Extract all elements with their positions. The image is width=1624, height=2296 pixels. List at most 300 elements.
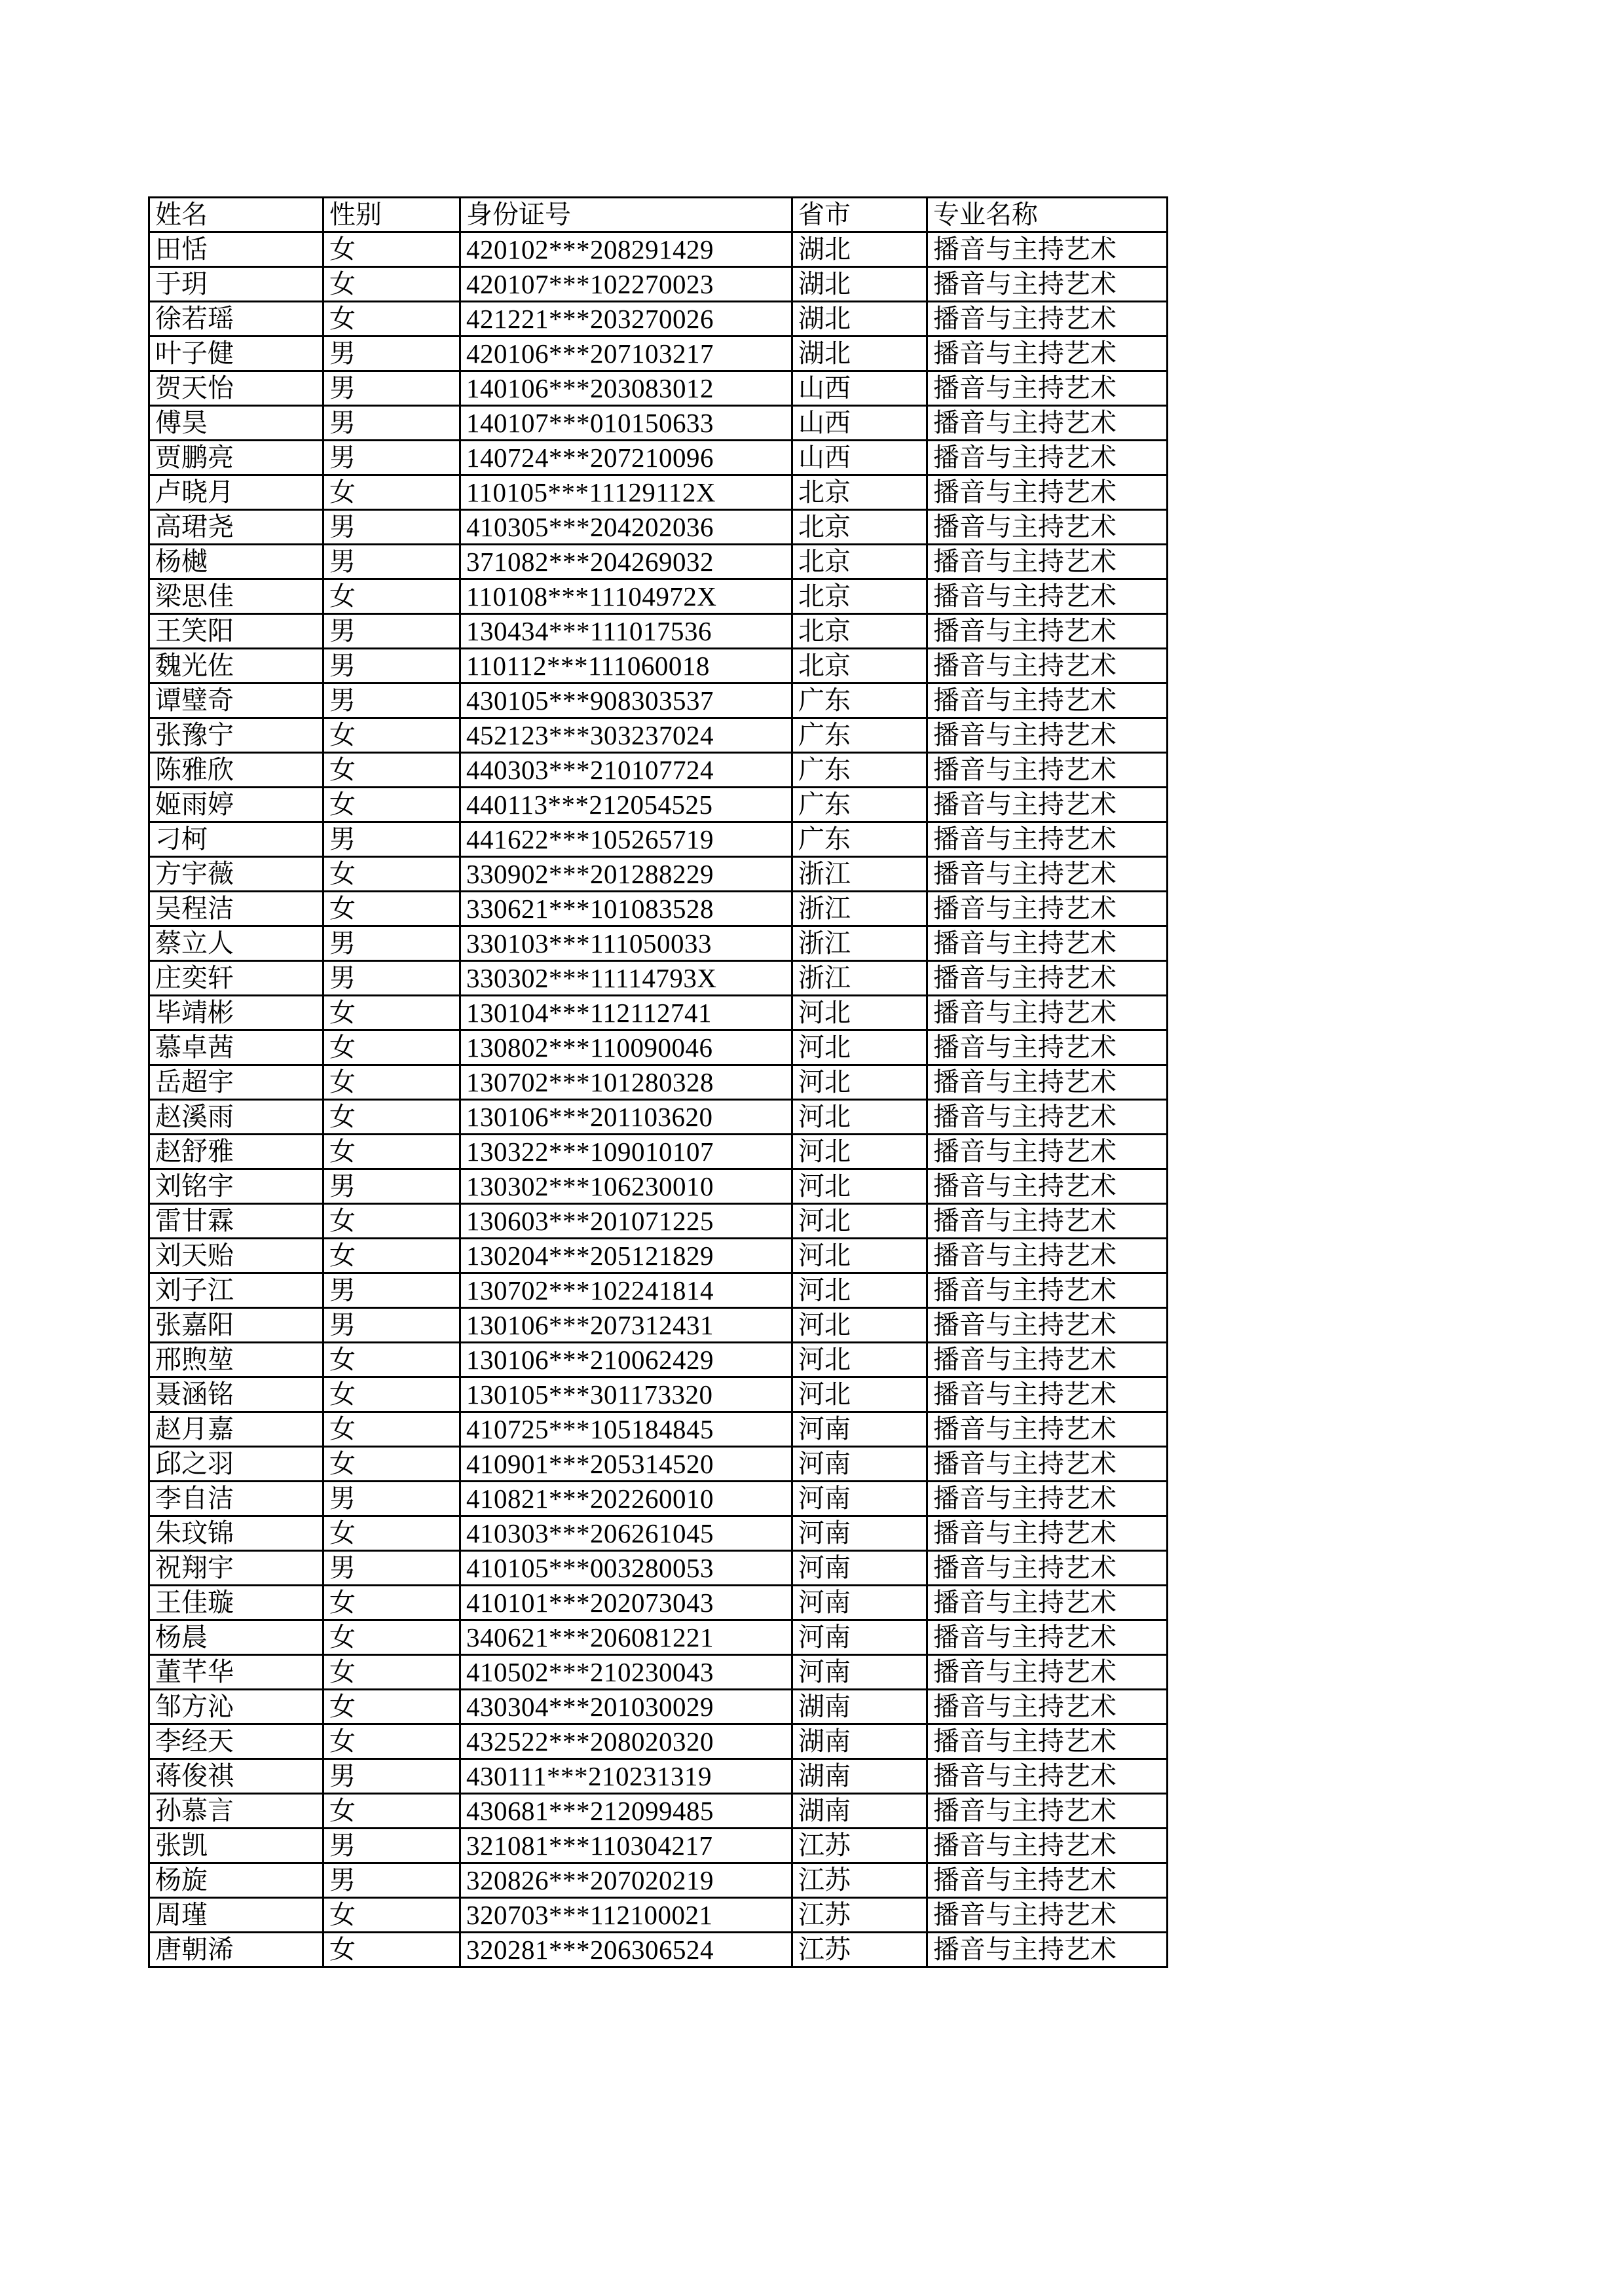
table-row bbox=[149, 1065, 1168, 1100]
cell-province: 北京 bbox=[792, 545, 927, 579]
table-row bbox=[149, 1239, 1168, 1273]
table-row bbox=[149, 614, 1168, 649]
student-table bbox=[148, 196, 1168, 1968]
table-row bbox=[149, 406, 1168, 441]
cell-major: 播音与主持艺术 bbox=[927, 1343, 1168, 1377]
cell-gender: 男 bbox=[323, 441, 460, 475]
cell-major: 播音与主持艺术 bbox=[927, 718, 1168, 753]
table-row bbox=[149, 892, 1168, 926]
cell-gender: 女 bbox=[323, 718, 460, 753]
cell-province: 河北 bbox=[792, 1308, 927, 1343]
cell-id-number: 440303***210107724 bbox=[460, 753, 792, 788]
cell-id-number: 130302***106230010 bbox=[460, 1169, 792, 1204]
table-row bbox=[149, 1100, 1168, 1135]
cell-id-number: 410725***105184845 bbox=[460, 1412, 792, 1447]
table-row bbox=[149, 1169, 1168, 1204]
cell-gender: 女 bbox=[323, 788, 460, 822]
cell-name: 刘铭宇 bbox=[149, 1169, 323, 1204]
cell-name: 叶子健 bbox=[149, 337, 323, 371]
header-major: 专业名称 bbox=[927, 198, 1168, 232]
cell-major: 播音与主持艺术 bbox=[927, 683, 1168, 718]
cell-name: 毕靖彬 bbox=[149, 996, 323, 1030]
table-row bbox=[149, 337, 1168, 371]
cell-major: 播音与主持艺术 bbox=[927, 337, 1168, 371]
cell-province: 江苏 bbox=[792, 1863, 927, 1898]
table-row bbox=[149, 1482, 1168, 1516]
cell-major: 播音与主持艺术 bbox=[927, 649, 1168, 683]
cell-major: 播音与主持艺术 bbox=[927, 1551, 1168, 1586]
cell-major: 播音与主持艺术 bbox=[927, 371, 1168, 406]
cell-province: 湖北 bbox=[792, 267, 927, 302]
cell-gender: 女 bbox=[323, 1655, 460, 1690]
cell-id-number: 410101***202073043 bbox=[460, 1586, 792, 1620]
cell-id-number: 110108***11104972X bbox=[460, 579, 792, 614]
header-gender: 性别 bbox=[323, 198, 460, 232]
cell-id-number: 130702***102241814 bbox=[460, 1273, 792, 1308]
cell-gender: 女 bbox=[323, 1586, 460, 1620]
cell-gender: 男 bbox=[323, 822, 460, 857]
cell-major: 播音与主持艺术 bbox=[927, 1239, 1168, 1273]
cell-major: 播音与主持艺术 bbox=[927, 267, 1168, 302]
cell-name: 田恬 bbox=[149, 232, 323, 267]
cell-province: 河北 bbox=[792, 1273, 927, 1308]
table-row bbox=[149, 926, 1168, 961]
table-row bbox=[149, 1829, 1168, 1863]
table-row bbox=[149, 232, 1168, 267]
cell-id-number: 410502***210230043 bbox=[460, 1655, 792, 1690]
cell-province: 河南 bbox=[792, 1516, 927, 1551]
cell-province: 湖南 bbox=[792, 1724, 927, 1759]
cell-name: 李经天 bbox=[149, 1724, 323, 1759]
cell-gender: 女 bbox=[323, 1898, 460, 1933]
cell-name: 于玥 bbox=[149, 267, 323, 302]
cell-gender: 女 bbox=[323, 1933, 460, 1967]
cell-gender: 女 bbox=[323, 996, 460, 1030]
table-row bbox=[149, 822, 1168, 857]
cell-gender: 男 bbox=[323, 545, 460, 579]
cell-province: 广东 bbox=[792, 788, 927, 822]
cell-gender: 男 bbox=[323, 406, 460, 441]
header-province: 省市 bbox=[792, 198, 927, 232]
table-row bbox=[149, 1933, 1168, 1967]
cell-province: 湖南 bbox=[792, 1794, 927, 1829]
cell-gender: 男 bbox=[323, 1308, 460, 1343]
cell-province: 浙江 bbox=[792, 857, 927, 892]
table-row bbox=[149, 1898, 1168, 1933]
cell-major: 播音与主持艺术 bbox=[927, 1030, 1168, 1065]
cell-gender: 男 bbox=[323, 1273, 460, 1308]
cell-major: 播音与主持艺术 bbox=[927, 1794, 1168, 1829]
table-row bbox=[149, 545, 1168, 579]
cell-gender: 男 bbox=[323, 510, 460, 545]
table-row bbox=[149, 1586, 1168, 1620]
cell-gender: 女 bbox=[323, 1204, 460, 1239]
cell-gender: 男 bbox=[323, 683, 460, 718]
cell-name: 徐若瑶 bbox=[149, 302, 323, 337]
cell-gender: 女 bbox=[323, 1377, 460, 1412]
cell-major: 播音与主持艺术 bbox=[927, 1065, 1168, 1100]
cell-gender: 女 bbox=[323, 1135, 460, 1169]
table-row bbox=[149, 1655, 1168, 1690]
cell-gender: 女 bbox=[323, 857, 460, 892]
cell-gender: 女 bbox=[323, 1412, 460, 1447]
table-row bbox=[149, 510, 1168, 545]
cell-id-number: 340621***206081221 bbox=[460, 1620, 792, 1655]
cell-province: 河北 bbox=[792, 1239, 927, 1273]
cell-id-number: 130104***112112741 bbox=[460, 996, 792, 1030]
cell-name: 邹方沁 bbox=[149, 1690, 323, 1724]
cell-major: 播音与主持艺术 bbox=[927, 475, 1168, 510]
cell-province: 湖南 bbox=[792, 1690, 927, 1724]
cell-id-number: 430111***210231319 bbox=[460, 1759, 792, 1794]
cell-major: 播音与主持艺术 bbox=[927, 1204, 1168, 1239]
cell-id-number: 430105***908303537 bbox=[460, 683, 792, 718]
cell-id-number: 452123***303237024 bbox=[460, 718, 792, 753]
cell-major: 播音与主持艺术 bbox=[927, 1759, 1168, 1794]
cell-name: 方宇薇 bbox=[149, 857, 323, 892]
cell-gender: 女 bbox=[323, 1620, 460, 1655]
cell-id-number: 421221***203270026 bbox=[460, 302, 792, 337]
cell-name: 卢晓月 bbox=[149, 475, 323, 510]
cell-major: 播音与主持艺术 bbox=[927, 857, 1168, 892]
table-row bbox=[149, 718, 1168, 753]
cell-id-number: 130322***109010107 bbox=[460, 1135, 792, 1169]
table-row bbox=[149, 441, 1168, 475]
cell-province: 河北 bbox=[792, 1135, 927, 1169]
cell-major: 播音与主持艺术 bbox=[927, 1135, 1168, 1169]
cell-major: 播音与主持艺术 bbox=[927, 1586, 1168, 1620]
header-name: 姓名 bbox=[149, 198, 323, 232]
table-row bbox=[149, 371, 1168, 406]
table-row bbox=[149, 788, 1168, 822]
cell-province: 广东 bbox=[792, 822, 927, 857]
cell-major: 播音与主持艺术 bbox=[927, 961, 1168, 996]
cell-province: 广东 bbox=[792, 683, 927, 718]
cell-province: 山西 bbox=[792, 371, 927, 406]
cell-id-number: 130106***207312431 bbox=[460, 1308, 792, 1343]
cell-name: 赵舒雅 bbox=[149, 1135, 323, 1169]
cell-id-number: 330302***11114793X bbox=[460, 961, 792, 996]
table-row bbox=[149, 1412, 1168, 1447]
cell-province: 河北 bbox=[792, 1030, 927, 1065]
cell-id-number: 430681***212099485 bbox=[460, 1794, 792, 1829]
cell-name: 岳超宇 bbox=[149, 1065, 323, 1100]
table-row bbox=[149, 1863, 1168, 1898]
cell-id-number: 420102***208291429 bbox=[460, 232, 792, 267]
cell-major: 播音与主持艺术 bbox=[927, 1516, 1168, 1551]
cell-id-number: 430304***201030029 bbox=[460, 1690, 792, 1724]
cell-gender: 男 bbox=[323, 1482, 460, 1516]
cell-name: 李自洁 bbox=[149, 1482, 323, 1516]
cell-name: 梁思佳 bbox=[149, 579, 323, 614]
table-row bbox=[149, 1030, 1168, 1065]
cell-gender: 女 bbox=[323, 302, 460, 337]
cell-province: 河南 bbox=[792, 1447, 927, 1482]
table-row bbox=[149, 1308, 1168, 1343]
cell-name: 刘子江 bbox=[149, 1273, 323, 1308]
cell-major: 播音与主持艺术 bbox=[927, 926, 1168, 961]
cell-province: 河北 bbox=[792, 1343, 927, 1377]
table-row bbox=[149, 1794, 1168, 1829]
cell-gender: 男 bbox=[323, 926, 460, 961]
cell-province: 山西 bbox=[792, 441, 927, 475]
cell-id-number: 330621***101083528 bbox=[460, 892, 792, 926]
cell-name: 陈雅欣 bbox=[149, 753, 323, 788]
cell-province: 河南 bbox=[792, 1620, 927, 1655]
cell-gender: 女 bbox=[323, 1794, 460, 1829]
cell-province: 湖南 bbox=[792, 1759, 927, 1794]
cell-province: 河北 bbox=[792, 996, 927, 1030]
table-row bbox=[149, 857, 1168, 892]
cell-name: 高珺尧 bbox=[149, 510, 323, 545]
cell-name: 吴程洁 bbox=[149, 892, 323, 926]
cell-major: 播音与主持艺术 bbox=[927, 406, 1168, 441]
cell-id-number: 130603***201071225 bbox=[460, 1204, 792, 1239]
header-id-number: 身份证号 bbox=[460, 198, 792, 232]
cell-name: 庄奕轩 bbox=[149, 961, 323, 996]
cell-name: 朱玟锦 bbox=[149, 1516, 323, 1551]
cell-gender: 男 bbox=[323, 1829, 460, 1863]
cell-major: 播音与主持艺术 bbox=[927, 1447, 1168, 1482]
cell-id-number: 410901***205314520 bbox=[460, 1447, 792, 1482]
cell-province: 河北 bbox=[792, 1100, 927, 1135]
table-header-row bbox=[149, 198, 1168, 232]
cell-id-number: 371082***204269032 bbox=[460, 545, 792, 579]
cell-id-number: 130434***111017536 bbox=[460, 614, 792, 649]
cell-major: 播音与主持艺术 bbox=[927, 1169, 1168, 1204]
cell-id-number: 130105***301173320 bbox=[460, 1377, 792, 1412]
cell-id-number: 432522***208020320 bbox=[460, 1724, 792, 1759]
cell-gender: 女 bbox=[323, 232, 460, 267]
cell-major: 播音与主持艺术 bbox=[927, 1829, 1168, 1863]
cell-name: 唐朝浠 bbox=[149, 1933, 323, 1967]
cell-province: 湖北 bbox=[792, 337, 927, 371]
cell-id-number: 410821***202260010 bbox=[460, 1482, 792, 1516]
cell-province: 浙江 bbox=[792, 961, 927, 996]
cell-name: 雷甘霖 bbox=[149, 1204, 323, 1239]
cell-gender: 女 bbox=[323, 1100, 460, 1135]
cell-major: 播音与主持艺术 bbox=[927, 1690, 1168, 1724]
cell-id-number: 140107***010150633 bbox=[460, 406, 792, 441]
cell-province: 江苏 bbox=[792, 1933, 927, 1967]
cell-major: 播音与主持艺术 bbox=[927, 1655, 1168, 1690]
cell-id-number: 130106***201103620 bbox=[460, 1100, 792, 1135]
cell-name: 赵溪雨 bbox=[149, 1100, 323, 1135]
cell-major: 播音与主持艺术 bbox=[927, 1933, 1168, 1967]
cell-province: 河北 bbox=[792, 1204, 927, 1239]
cell-gender: 女 bbox=[323, 267, 460, 302]
table-row bbox=[149, 1516, 1168, 1551]
cell-name: 刘天贻 bbox=[149, 1239, 323, 1273]
cell-gender: 女 bbox=[323, 753, 460, 788]
cell-province: 北京 bbox=[792, 579, 927, 614]
cell-province: 北京 bbox=[792, 510, 927, 545]
cell-name: 邢煦堃 bbox=[149, 1343, 323, 1377]
cell-province: 广东 bbox=[792, 753, 927, 788]
cell-province: 湖北 bbox=[792, 302, 927, 337]
table-row bbox=[149, 579, 1168, 614]
cell-major: 播音与主持艺术 bbox=[927, 510, 1168, 545]
cell-id-number: 320826***207020219 bbox=[460, 1863, 792, 1898]
cell-id-number: 330902***201288229 bbox=[460, 857, 792, 892]
cell-province: 浙江 bbox=[792, 926, 927, 961]
cell-major: 播音与主持艺术 bbox=[927, 1898, 1168, 1933]
table-row bbox=[149, 1620, 1168, 1655]
cell-id-number: 410305***204202036 bbox=[460, 510, 792, 545]
cell-name: 祝翔宇 bbox=[149, 1551, 323, 1586]
cell-name: 张嘉阳 bbox=[149, 1308, 323, 1343]
cell-gender: 女 bbox=[323, 475, 460, 510]
cell-major: 播音与主持艺术 bbox=[927, 1308, 1168, 1343]
cell-gender: 男 bbox=[323, 1551, 460, 1586]
cell-id-number: 420106***207103217 bbox=[460, 337, 792, 371]
cell-gender: 女 bbox=[323, 892, 460, 926]
cell-major: 播音与主持艺术 bbox=[927, 1620, 1168, 1655]
table-row bbox=[149, 1273, 1168, 1308]
cell-province: 河北 bbox=[792, 1377, 927, 1412]
cell-province: 北京 bbox=[792, 649, 927, 683]
table-row bbox=[149, 302, 1168, 337]
cell-gender: 男 bbox=[323, 1759, 460, 1794]
cell-major: 播音与主持艺术 bbox=[927, 1100, 1168, 1135]
cell-major: 播音与主持艺术 bbox=[927, 1863, 1168, 1898]
cell-major: 播音与主持艺术 bbox=[927, 892, 1168, 926]
table-row bbox=[149, 683, 1168, 718]
cell-province: 北京 bbox=[792, 614, 927, 649]
cell-province: 河南 bbox=[792, 1412, 927, 1447]
cell-name: 张凯 bbox=[149, 1829, 323, 1863]
cell-province: 浙江 bbox=[792, 892, 927, 926]
cell-id-number: 440113***212054525 bbox=[460, 788, 792, 822]
cell-name: 孙慕言 bbox=[149, 1794, 323, 1829]
table-row bbox=[149, 1759, 1168, 1794]
table-row bbox=[149, 267, 1168, 302]
cell-province: 河南 bbox=[792, 1586, 927, 1620]
cell-province: 河北 bbox=[792, 1065, 927, 1100]
cell-major: 播音与主持艺术 bbox=[927, 545, 1168, 579]
table-row bbox=[149, 1447, 1168, 1482]
cell-province: 江苏 bbox=[792, 1829, 927, 1863]
cell-name: 张豫宁 bbox=[149, 718, 323, 753]
cell-gender: 女 bbox=[323, 1065, 460, 1100]
cell-name: 董芊华 bbox=[149, 1655, 323, 1690]
cell-major: 播音与主持艺术 bbox=[927, 996, 1168, 1030]
cell-id-number: 140106***203083012 bbox=[460, 371, 792, 406]
cell-major: 播音与主持艺术 bbox=[927, 788, 1168, 822]
cell-province: 山西 bbox=[792, 406, 927, 441]
table-row bbox=[149, 1135, 1168, 1169]
cell-name: 慕卓茜 bbox=[149, 1030, 323, 1065]
cell-gender: 女 bbox=[323, 1690, 460, 1724]
cell-major: 播音与主持艺术 bbox=[927, 1724, 1168, 1759]
cell-gender: 女 bbox=[323, 1239, 460, 1273]
cell-gender: 男 bbox=[323, 961, 460, 996]
cell-major: 播音与主持艺术 bbox=[927, 441, 1168, 475]
cell-id-number: 321081***110304217 bbox=[460, 1829, 792, 1863]
cell-major: 播音与主持艺术 bbox=[927, 614, 1168, 649]
cell-major: 播音与主持艺术 bbox=[927, 753, 1168, 788]
cell-province: 北京 bbox=[792, 475, 927, 510]
cell-name: 王佳璇 bbox=[149, 1586, 323, 1620]
cell-major: 播音与主持艺术 bbox=[927, 232, 1168, 267]
cell-gender: 女 bbox=[323, 1724, 460, 1759]
cell-name: 蔡立人 bbox=[149, 926, 323, 961]
cell-name: 杨樾 bbox=[149, 545, 323, 579]
cell-gender: 男 bbox=[323, 1863, 460, 1898]
cell-name: 赵月嘉 bbox=[149, 1412, 323, 1447]
cell-major: 播音与主持艺术 bbox=[927, 1377, 1168, 1412]
table-row bbox=[149, 649, 1168, 683]
table-row bbox=[149, 475, 1168, 510]
cell-name: 杨旋 bbox=[149, 1863, 323, 1898]
table-row bbox=[149, 1551, 1168, 1586]
cell-id-number: 320703***112100021 bbox=[460, 1898, 792, 1933]
cell-name: 蒋俊祺 bbox=[149, 1759, 323, 1794]
table-row bbox=[149, 996, 1168, 1030]
cell-name: 姬雨婷 bbox=[149, 788, 323, 822]
cell-id-number: 410303***206261045 bbox=[460, 1516, 792, 1551]
cell-gender: 男 bbox=[323, 1169, 460, 1204]
cell-province: 江苏 bbox=[792, 1898, 927, 1933]
cell-major: 播音与主持艺术 bbox=[927, 579, 1168, 614]
cell-name: 谭璧奇 bbox=[149, 683, 323, 718]
cell-name: 王笑阳 bbox=[149, 614, 323, 649]
cell-gender: 男 bbox=[323, 614, 460, 649]
cell-id-number: 130106***210062429 bbox=[460, 1343, 792, 1377]
cell-major: 播音与主持艺术 bbox=[927, 1273, 1168, 1308]
cell-name: 贾鹏亮 bbox=[149, 441, 323, 475]
cell-id-number: 130204***205121829 bbox=[460, 1239, 792, 1273]
cell-major: 播音与主持艺术 bbox=[927, 1412, 1168, 1447]
cell-id-number: 110105***11129112X bbox=[460, 475, 792, 510]
cell-name: 周瑾 bbox=[149, 1898, 323, 1933]
cell-major: 播音与主持艺术 bbox=[927, 302, 1168, 337]
cell-id-number: 330103***111050033 bbox=[460, 926, 792, 961]
cell-province: 河北 bbox=[792, 1169, 927, 1204]
cell-id-number: 441622***105265719 bbox=[460, 822, 792, 857]
cell-id-number: 130702***101280328 bbox=[460, 1065, 792, 1100]
table-row bbox=[149, 1690, 1168, 1724]
cell-id-number: 320281***206306524 bbox=[460, 1933, 792, 1967]
cell-id-number: 110112***111060018 bbox=[460, 649, 792, 683]
cell-gender: 女 bbox=[323, 579, 460, 614]
cell-name: 傅昊 bbox=[149, 406, 323, 441]
cell-gender: 女 bbox=[323, 1516, 460, 1551]
cell-province: 河南 bbox=[792, 1482, 927, 1516]
cell-id-number: 130802***110090046 bbox=[460, 1030, 792, 1065]
table-row bbox=[149, 753, 1168, 788]
cell-province: 广东 bbox=[792, 718, 927, 753]
cell-name: 贺天怡 bbox=[149, 371, 323, 406]
cell-gender: 女 bbox=[323, 1343, 460, 1377]
cell-id-number: 410105***003280053 bbox=[460, 1551, 792, 1586]
cell-name: 魏光佐 bbox=[149, 649, 323, 683]
table-row bbox=[149, 1724, 1168, 1759]
table-row bbox=[149, 1343, 1168, 1377]
table-row bbox=[149, 1204, 1168, 1239]
cell-gender: 男 bbox=[323, 649, 460, 683]
cell-name: 刁柯 bbox=[149, 822, 323, 857]
cell-gender: 女 bbox=[323, 1030, 460, 1065]
cell-gender: 男 bbox=[323, 371, 460, 406]
cell-name: 聂涵铭 bbox=[149, 1377, 323, 1412]
cell-id-number: 140724***207210096 bbox=[460, 441, 792, 475]
cell-province: 河南 bbox=[792, 1551, 927, 1586]
cell-id-number: 420107***102270023 bbox=[460, 267, 792, 302]
cell-province: 河南 bbox=[792, 1655, 927, 1690]
cell-major: 播音与主持艺术 bbox=[927, 822, 1168, 857]
cell-gender: 女 bbox=[323, 1447, 460, 1482]
